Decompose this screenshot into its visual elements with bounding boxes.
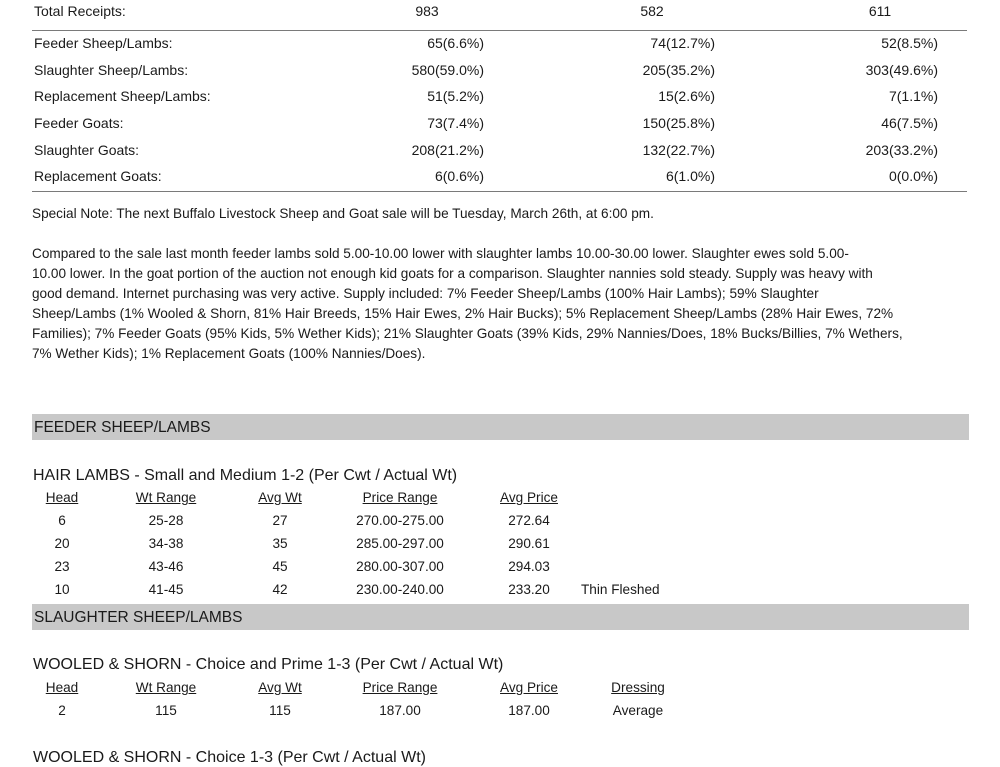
market-commentary-line: 10.00 lower. In the goat portion of the auction not enough kid goats for a comparison. Slaughter nannies sold steady. Supply was heavy with <box>32 266 873 281</box>
summary-row-label: Replacement Goats: <box>34 168 162 184</box>
table-cell-avg-wt: 115 <box>269 703 291 718</box>
summary-divider-bottom <box>32 191 967 192</box>
summary-row-value-1: 208(21.2%) <box>411 142 484 158</box>
summary-row-value-2: 205(35.2%) <box>642 62 715 78</box>
table-cell-head: 10 <box>54 582 70 597</box>
market-commentary-line: Families); 7% Feeder Goats (95% Kids, 5% Wether Kids); 21% Slaughter Goats (39% Kids, 29% Nannies/Does, 18% Bucks/Billies, 7% Wethers, <box>32 326 903 341</box>
grade-title-wooled-shorn-choice-prime: WOOLED & SHORN - Choice and Prime 1-3 (Per Cwt / Actual Wt) <box>33 656 504 673</box>
summary-row-label: Feeder Goats: <box>34 115 124 131</box>
summary-row-label: Slaughter Goats: <box>34 142 140 158</box>
summary-row-value-3: 46(7.5%) <box>881 115 938 131</box>
table-cell-wt-range: 115 <box>155 703 177 718</box>
table-cell-avg-price: 272.64 <box>508 513 550 528</box>
summary-row-value-2: 6(1.0%) <box>665 168 715 184</box>
summary-row-label: Slaughter Sheep/Lambs: <box>34 62 189 78</box>
col-header-head: Head <box>45 490 79 505</box>
table-cell-avg-price: 233.20 <box>508 582 550 597</box>
summary-row-value-2: 150(25.8%) <box>642 115 715 131</box>
table-cell-avg-wt: 27 <box>272 513 288 528</box>
table-cell-price-range: 230.00-240.00 <box>356 582 444 597</box>
table-cell-head: 2 <box>58 703 66 718</box>
col-header-avg-wt: Avg Wt <box>258 680 302 695</box>
summary-row-value-3: 303(49.6%) <box>865 62 938 78</box>
grade-title-hair-lambs: HAIR LAMBS - Small and Medium 1-2 (Per Cwt / Actual Wt) <box>33 467 458 484</box>
col-header-dressing: Dressing <box>611 680 665 695</box>
col-header-avg-wt: Avg Wt <box>258 490 302 505</box>
summary-row-value-1: 51(5.2%) <box>427 88 484 104</box>
table-cell-head: 23 <box>54 559 70 574</box>
summary-row-value-2: 132(22.7%) <box>642 142 715 158</box>
market-commentary-line: Sheep/Lambs (1% Wooled & Shorn, 81% Hair Breeds, 15% Hair Ewes, 2% Hair Bucks); 5% Replacement Sheep/Lambs (28% Hair Ewes, 72% <box>32 306 894 321</box>
summary-row-value-1: 6(0.6%) <box>434 168 484 184</box>
table-cell-price-range: 187.00 <box>379 703 421 718</box>
summary-row <box>32 85 967 111</box>
col-header-avg-price: Avg Price <box>500 490 558 505</box>
col-header-wt-range: Wt Range <box>135 490 197 505</box>
summary-row <box>32 139 967 165</box>
table-cell-head: 20 <box>54 536 70 551</box>
table-cell-wt-range: 25-28 <box>148 513 184 528</box>
summary-row-value-2: 15(2.6%) <box>658 88 715 104</box>
summary-row-value-3: 7(1.1%) <box>888 88 938 104</box>
table-cell-avg-wt: 35 <box>272 536 288 551</box>
summary-total-value-1: 983 <box>415 3 439 19</box>
summary-row <box>32 165 967 191</box>
col-header-wt-range: Wt Range <box>135 680 197 695</box>
table-cell-avg-wt: 42 <box>272 582 288 597</box>
summary-row-value-3: 203(33.2%) <box>865 142 938 158</box>
summary-divider-top <box>32 30 967 31</box>
section-header-feeder <box>32 414 969 440</box>
grade-title-wooled-shorn-choice: WOOLED & SHORN - Choice 1-3 (Per Cwt / Actual Wt) <box>33 749 426 766</box>
table-cell-head: 6 <box>58 513 66 528</box>
col-header-avg-price: Avg Price <box>500 680 558 695</box>
table-cell-avg-price: 187.00 <box>508 703 550 718</box>
special-note: Special Note: The next Buffalo Livestock Sheep and Goat sale will be Tuesday, March 26th, at 6:00 pm. <box>32 206 654 221</box>
summary-row-value-2: 74(12.7%) <box>650 35 715 51</box>
summary-row <box>32 59 967 85</box>
col-header-head: Head <box>45 680 79 695</box>
section-title: FEEDER SHEEP/LAMBS <box>34 419 211 436</box>
section-header-slaughter <box>32 604 969 630</box>
table-cell-avg-wt: 45 <box>272 559 288 574</box>
summary-row-value-3: 52(8.5%) <box>881 35 938 51</box>
summary-row-value-1: 65(6.6%) <box>427 35 484 51</box>
table-cell-wt-range: 41-45 <box>148 582 184 597</box>
market-commentary-line: 7% Wether Kids); 1% Replacement Goats (100% Nannies/Does). <box>32 346 426 361</box>
market-commentary <box>32 244 967 364</box>
table-cell-avg-price: 290.61 <box>508 536 550 551</box>
table-cell-price-range: 285.00-297.00 <box>356 536 444 551</box>
summary-total-row <box>32 0 967 26</box>
summary-row <box>32 112 967 138</box>
table-cell-price-range: 270.00-275.00 <box>356 513 444 528</box>
table-cell-wt-range: 43-46 <box>148 559 184 574</box>
summary-row <box>32 32 967 58</box>
summary-row-label: Feeder Sheep/Lambs: <box>34 35 173 51</box>
market-commentary-line: good demand. Internet purchasing was very active. Supply included: 7% Feeder Sheep/Lambs (100% Hair Lambs); 59% Slaughter <box>32 286 819 301</box>
summary-row-label: Replacement Sheep/Lambs: <box>34 88 211 104</box>
col-header-price-range: Price Range <box>362 680 438 695</box>
summary-total-label: Total Receipts: <box>34 3 126 19</box>
section-title: SLAUGHTER SHEEP/LAMBS <box>34 609 243 626</box>
table-cell-note: Thin Fleshed <box>581 582 660 597</box>
summary-total-value-3: 611 <box>868 3 892 19</box>
table-cell-avg-price: 294.03 <box>508 559 550 574</box>
table-cell-wt-range: 34-38 <box>148 536 184 551</box>
market-commentary-line: Compared to the sale last month feeder lambs sold 5.00-10.00 lower with slaughter lambs 10.00-30.00 lower. Slaughter ewes sold 5.00- <box>32 246 849 261</box>
summary-row-value-3: 0(0.0%) <box>888 168 938 184</box>
table-cell-price-range: 280.00-307.00 <box>356 559 444 574</box>
col-header-price-range: Price Range <box>362 490 438 505</box>
summary-total-value-2: 582 <box>640 3 664 19</box>
summary-row-value-1: 580(59.0%) <box>411 62 484 78</box>
summary-row-value-1: 73(7.4%) <box>427 115 484 131</box>
table-cell-dressing: Average <box>612 703 664 718</box>
